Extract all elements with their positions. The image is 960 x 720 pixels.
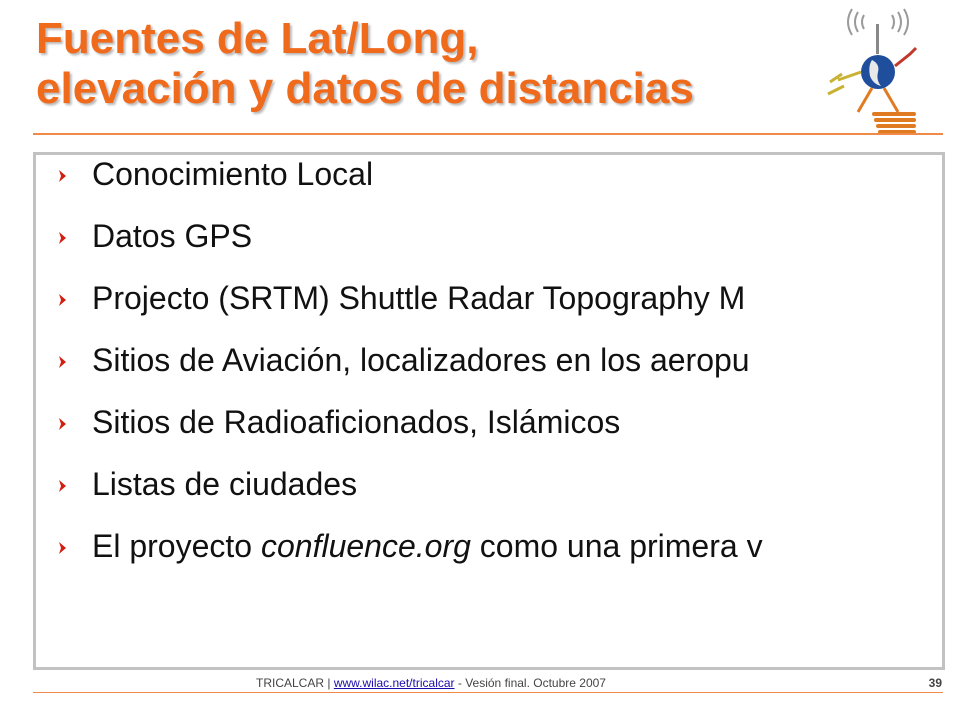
- footer-divider: [33, 692, 943, 693]
- title-line-1: Fuentes de Lat/Long,: [36, 14, 479, 63]
- red-arrow-bullet-icon: [55, 231, 69, 245]
- bullet-text: Datos GPS: [92, 218, 253, 254]
- bullet-text: Conocimiento Local: [92, 156, 374, 192]
- content-box: [33, 152, 945, 670]
- bullet-text: Sitios de Aviación, localizadores en los aeropu: [92, 342, 750, 378]
- radio-globe-logo-icon: [818, 2, 938, 138]
- slide-title: [36, 14, 694, 114]
- bullet-list: [54, 157, 763, 591]
- bullet-item-aviation: [54, 343, 763, 405]
- red-arrow-bullet-icon: [55, 479, 69, 493]
- bullet-text: Projecto (SRTM) Shuttle Radar Topography M: [92, 280, 746, 316]
- red-arrow-bullet-icon: [55, 541, 69, 555]
- footer-org: TRICALCAR: [256, 676, 325, 690]
- red-arrow-bullet-icon: [55, 293, 69, 307]
- footer-tail: - Vesión final. Octubre 2007: [457, 676, 606, 690]
- bullet-item-srtm: [54, 281, 763, 343]
- bullet-item-ham-radio: [54, 405, 763, 467]
- bullet-item-city-lists: [54, 467, 763, 529]
- title-divider: [33, 133, 943, 135]
- red-arrow-bullet-icon: [55, 355, 69, 369]
- red-arrow-bullet-icon: [55, 169, 69, 183]
- bullet-text-suffix: como una primera v: [470, 528, 763, 564]
- bullet-text-emphasis: confluence.org: [260, 528, 471, 564]
- bullet-text: Listas de ciudades: [92, 466, 358, 502]
- bullet-text-prefix: El proyecto: [92, 528, 261, 564]
- page-number: 39: [928, 676, 942, 690]
- bullet-item-local-knowledge: [54, 157, 763, 219]
- footer-link[interactable]: www.wilac.net/tricalcar: [333, 676, 455, 690]
- footer: [256, 676, 606, 690]
- bullet-item-gps-data: [54, 219, 763, 281]
- bullet-item-confluence: [54, 529, 763, 591]
- red-arrow-bullet-icon: [55, 417, 69, 431]
- bullet-text: Sitios de Radioaficionados, Islámicos: [92, 404, 621, 440]
- footer-separator: |: [327, 676, 331, 690]
- title-line-2: elevación y datos de distancias: [36, 64, 694, 113]
